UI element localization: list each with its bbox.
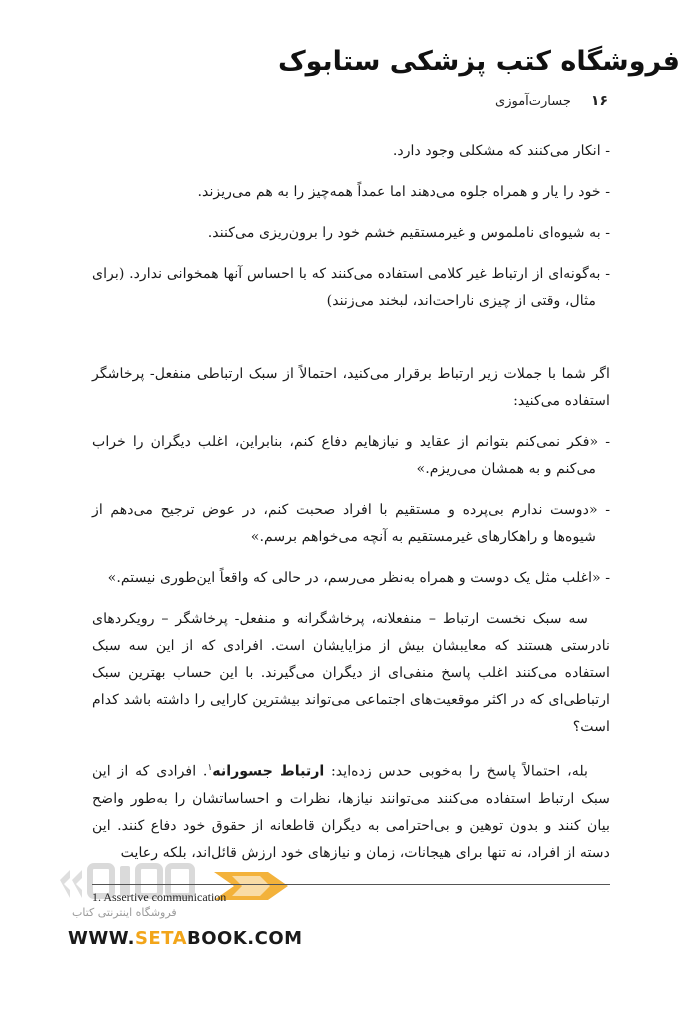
page-number: ۱۶ xyxy=(590,93,608,109)
footnote: 1. Assertive communication xyxy=(92,890,227,904)
body-paragraph xyxy=(92,755,610,867)
running-title: جسارت‌آموزی xyxy=(495,94,571,109)
body-paragraph: سه سبک نخست ارتباط – منفعلانه، پرخاشگرانه و منفعل- پرخاشگر – رویکردهای نادرستی هستند که معایبشان بیش از مزایایشان است. افرادی که از این سه سبک استفاده می‌کنند اغلب پاسخ منفی‌ای از دیگران می‌گیرند. با این حساب بهترین سبک ارتباطی‌ای که در اکثر موقعیت‌های اجتماعی می‌تواند بیشترین کارایی را داشته باشد کدام است؟ xyxy=(92,611,610,735)
quote-item: - «فکر نمی‌کنم بتوانم از عقاید و نیازهایم دفاع کنم، بنابراین، اغلب دیگران را خراب می‌کنم و به همشان می‌ریزم.» xyxy=(92,434,610,477)
bullet-item: - به‌گونه‌ای از ارتباط غیر کلامی استفاده می‌کنند که با احساس آنها همخوانی ندارد. (برای مثال، وقتی از چیزی ناراحت‌اند، لبخند می‌زنند) xyxy=(92,266,610,309)
url-accent: SETA xyxy=(134,928,188,949)
footnote-rule xyxy=(92,884,610,885)
store-title: فروشگاه کتب پزشکی ستابوک xyxy=(277,46,680,77)
store-tagline: فروشگاه اینترنتی کتاب xyxy=(72,906,177,919)
bullet-item: - خود را یار و همراه جلوه می‌دهند اما عمداً همه‌چیز را به هم می‌ریزند. xyxy=(197,184,610,200)
page-body xyxy=(92,138,610,881)
bullet-item: - انکار می‌کنند که مشکلی وجود دارد. xyxy=(392,143,610,159)
quote-item: - «اغلب مثل یک دوست و همراه به‌نظر می‌رسم، در حالی که واقعاً این‌طوری نیستم.» xyxy=(107,570,610,586)
site-url xyxy=(68,928,303,949)
paragraph-text: . افرادی که از این سبک ارتباط استفاده می‌کنند می‌توانند نیازها، نظرات و احساساتشان را به‌طور واضح بیان کنند و بدون توهین و بی‌احترامی به دیگران قاطعانه از حقوق خود دفاع کنند. این دسته از افراد، نه تنها برای هیجانات، زمان و نیازهای خود ارزش قائل‌اند، بلکه رعایت xyxy=(92,763,610,861)
quote-item: - «دوست ندارم بی‌پرده و مستقیم با افراد صحبت کنم، در عوض ترجیح می‌دهم از شیوه‌ها و راهکارهای غیرمستقیم به آنچه می‌خواهم برسم.» xyxy=(92,502,610,545)
key-term: ارتباط جسورانه xyxy=(212,763,325,780)
bullet-item: - به شیوه‌ای ناملموس و غیرمستقیم خشم خود را برون‌ریزی می‌کنند. xyxy=(207,225,610,241)
url-suffix: BOOK.COM xyxy=(187,928,303,949)
intro-paragraph: اگر شما با جملات زیر ارتباط برقرار می‌کنید، احتمالاً از سبک ارتباطی منفعل- پرخاشگر استفاده می‌کنید: xyxy=(92,366,610,409)
running-head xyxy=(495,93,608,109)
paragraph-text: بله، احتمالاً پاسخ را به‌خوبی حدس زده‌اید: xyxy=(324,763,588,780)
url-prefix: WWW. xyxy=(68,928,135,949)
footnote-marker: ۱ xyxy=(207,763,213,773)
